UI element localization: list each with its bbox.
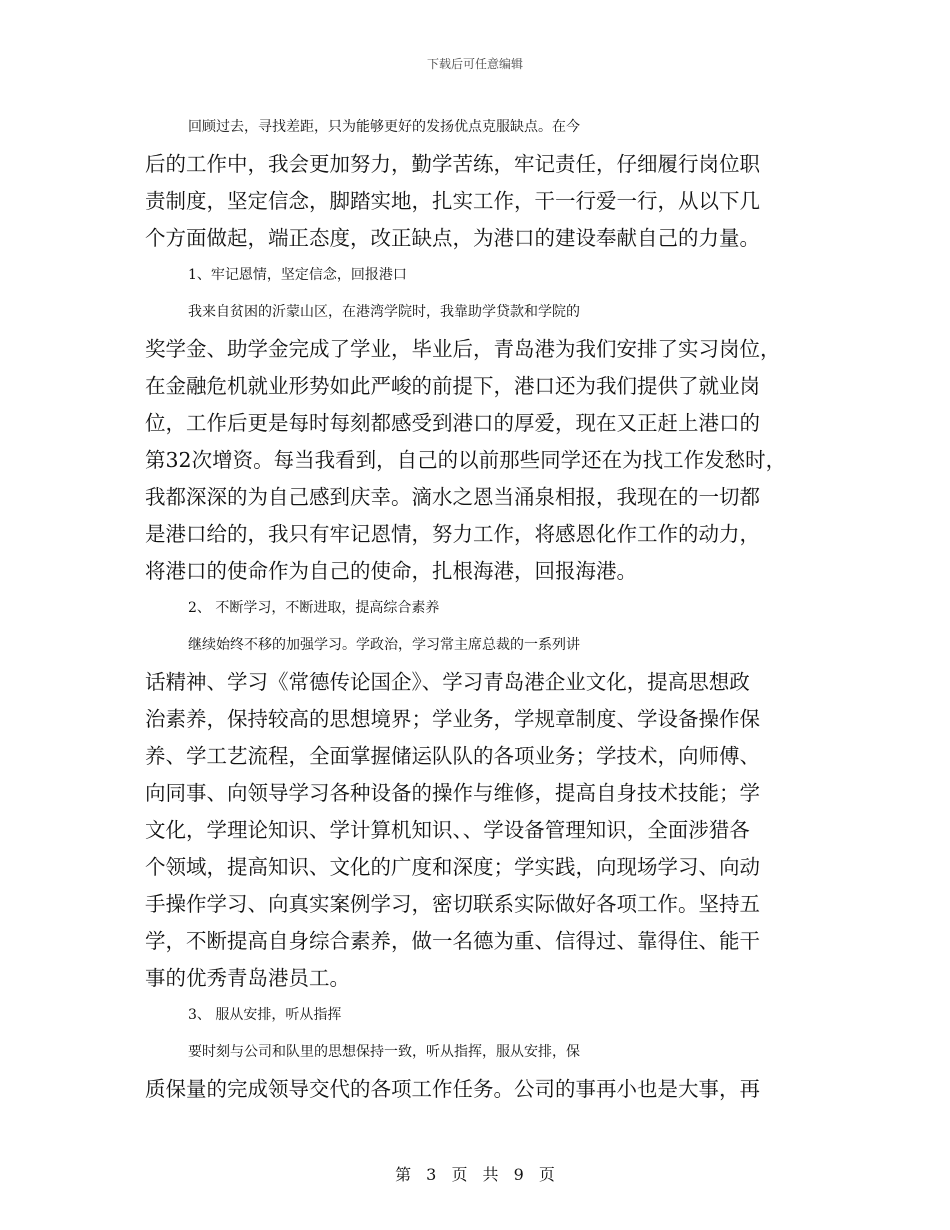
text-line: 我来自贫困的沂蒙山区，在港湾学院时，我靠助学贷款和学院的 (188, 304, 580, 320)
text-line: 继续始终不移的加强学习。学政治，学习常主席总裁的一系列讲 (188, 637, 580, 653)
text-line: 在金融危机就业形势如此严峻的前提下，港口还为我们提供了就业岗 (145, 374, 760, 398)
text-line: 治素养，保持较高的思想境界；学业务，学规章制度、学设备操作保 (145, 707, 760, 731)
text-line: 位，工作后更是每时每刻都感受到港口的厚爱，现在又正赶上港口的 (145, 411, 760, 435)
page-header: 下载后可任意编辑 (426, 57, 523, 71)
text-line: 要时刻与公司和队里的思想保持一致，听从指挥，服从安排，保 (188, 1044, 580, 1060)
text-line: 个领域，提高知识、文化的广度和深度；学实践，向现场学习、向动 (145, 855, 760, 879)
text-line: 责制度，坚定信念，脚踏实地，扎实工作，干一行爱一行，从以下几 (145, 189, 760, 213)
text-line: 奖学金、助学金完成了学业，毕业后，青岛港为我们安排了实习岗位， (145, 337, 781, 361)
section-heading: 2、 不断学习，不断进取，提高综合素养 (188, 600, 440, 616)
text-line: 手操作学习、向真实案例学习，密切联系实际做好各项工作。坚持五 (145, 892, 760, 916)
section-heading: 1、牢记恩情，坚定信念，回报港口 (188, 267, 407, 283)
text-line: 质保量的完成领导交代的各项工作任务。公司的事再小也是大事，再 (145, 1077, 760, 1101)
text-line: 学，不断提高自身综合素养，做一名德为重、信得过、靠得住、能干 (145, 929, 760, 953)
text-line: 是港口给的，我只有牢记恩情，努力工作，将感恩化作工作的动力， (145, 522, 760, 546)
text-line: 第32次增资。每当我看到，自己的以前那些同学还在为找工作发愁时， (145, 448, 787, 472)
page-footer: 第 3 页 共 9 页 (395, 1165, 555, 1184)
text-line: 我都深深的为自己感到庆幸。滴水之恩当涌泉相报，我现在的一切都 (145, 485, 760, 509)
text-line: 将港口的使命作为自己的使命，扎根海港，回报海港。 (145, 559, 637, 583)
text-line: 养、学工艺流程，全面掌握储运队队的各项业务；学技术，向师傅、 (145, 744, 760, 768)
section-heading: 3、 服从安排，听从指挥 (188, 1007, 342, 1023)
text-line: 向同事、向领导学习各种设备的操作与维修，提高自身技术技能；学 (145, 781, 760, 805)
text-line: 后的工作中，我会更加努力，勤学苦练，牢记责任，仔细履行岗位职 (145, 152, 760, 176)
text-line: 文化，学理论知识、学计算机知识、、学设备管理知识，全面涉猎各 (145, 818, 750, 842)
text-line: 个方面做起，端正态度，改正缺点，为港口的建设奉献自己的力量。 (145, 226, 760, 250)
text-line: 事的优秀青岛港员工。 (145, 966, 350, 990)
text-line: 话精神、学习《常德传论国企》、学习青岛港企业文化，提高思想政 (145, 670, 750, 694)
text-line: 回顾过去，寻找差距，只为能够更好的发扬优点克服缺点。在今 (188, 119, 580, 135)
